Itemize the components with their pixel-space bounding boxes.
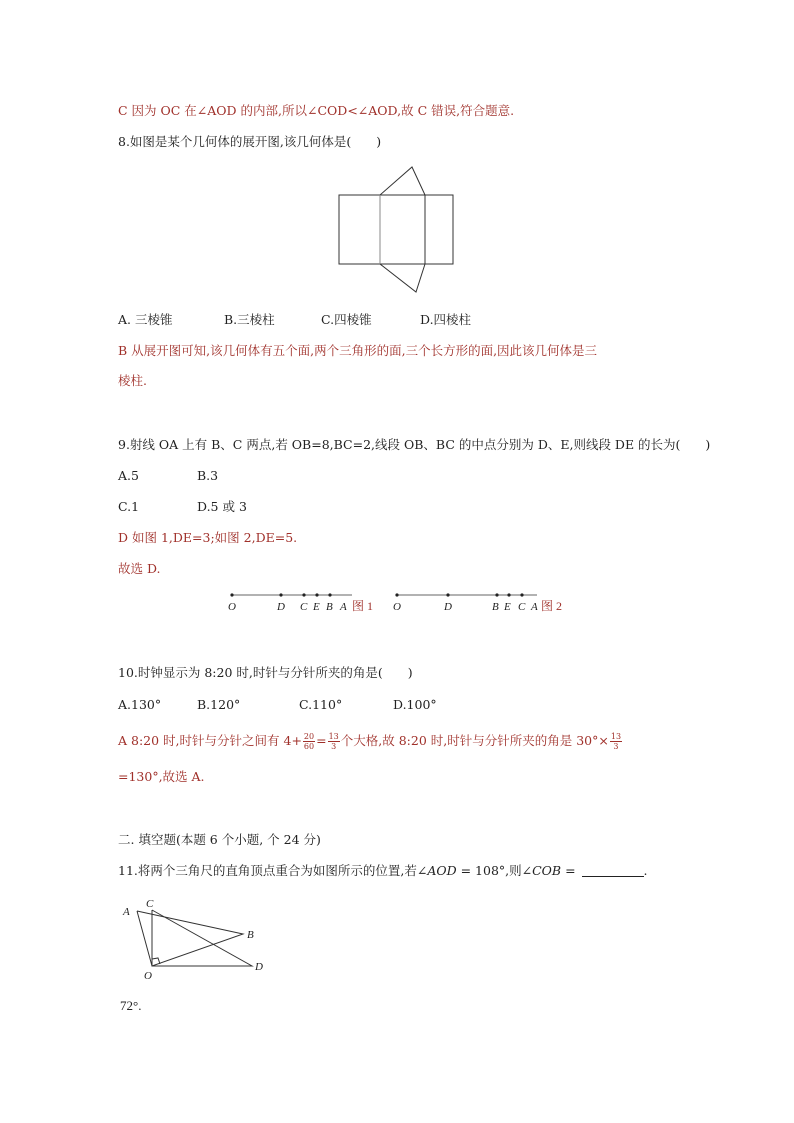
- q9-option-a: A.5: [118, 468, 139, 483]
- net-top-triangle: [380, 167, 425, 195]
- q10-option-c: C.110°: [299, 697, 343, 712]
- q10-answer-line1: A 8:20 时,时针与分针之间有 4+ $\frac{20}{60}$ = $\frac{13}{3}$ 个大格,故 8:20 时,时针与分针所夹的角是 30°× $\frac{13}{3}$: [118, 732, 622, 751]
- label-o: O: [144, 970, 152, 982]
- q8-question: 8.如图是某个几何体的展开图,该几何体是( ): [118, 134, 382, 149]
- q9-answer: D 如图 1,DE=3;如图 2,DE=5.: [118, 530, 298, 545]
- q8-answer-line2: 棱柱.: [118, 373, 147, 388]
- fraction-13-3: $\frac{13}{3}$: [328, 732, 339, 751]
- q10-question: 10.时钟显示为 8:20 时,时针与分针所夹的角是( ): [118, 665, 413, 680]
- fig2-label-c: C: [518, 601, 526, 613]
- q10-answer-line2: =130°,故选 A.: [118, 769, 205, 784]
- fig2-label-b: B: [492, 601, 499, 613]
- q8-option-d: D.四棱柱: [420, 312, 472, 327]
- q10-option-a: A.130°: [118, 697, 162, 712]
- answer-blank: [582, 864, 644, 877]
- fraction-13-3-b: $\frac{13}{3}$: [610, 732, 622, 751]
- net-bottom-triangle: [380, 264, 425, 292]
- q8-option-a: A. 三棱锥: [118, 312, 173, 327]
- label-a: A: [123, 906, 130, 918]
- fig2-caption: 图 2: [541, 599, 563, 613]
- q8-net-figure: [330, 160, 465, 298]
- q11-answer: 72°.: [120, 998, 142, 1013]
- q11-triangle-figure: [115, 893, 275, 983]
- fig1-caption: 图 1: [352, 599, 374, 613]
- angle-cob: COB: [532, 863, 562, 878]
- fig1-label-d: D: [277, 601, 285, 613]
- q10-option-d: D.100°: [393, 697, 437, 712]
- fig1-label-e: E: [313, 601, 320, 613]
- label-b: B: [247, 929, 254, 941]
- q8-option-c: C.四棱锥: [321, 312, 372, 327]
- fig1-label-a: A: [340, 601, 347, 613]
- fig2-label-d: D: [444, 601, 452, 613]
- q9-figures: [222, 588, 582, 616]
- label-d: D: [255, 961, 263, 973]
- q9-option-b: B.3: [197, 468, 219, 483]
- section-title: 二. 填空题(本题 6 个小题, 个 24 分): [118, 832, 321, 847]
- label-c: C: [146, 898, 154, 910]
- q9-option-c: C.1: [118, 499, 140, 514]
- fig2-label-a: A: [531, 601, 538, 613]
- angle-aod: AOD: [427, 863, 457, 878]
- q11-question: 11.将两个三角尺的直角顶点重合为如图所示的位置,若∠AOD = 108°,则∠COB = .: [118, 863, 648, 878]
- q9-question: 9.射线 OA 上有 B、C 两点,若 OB=8,BC=2,线段 OB、BC 的中点分别为 D、E,则线段 DE 的长为( ): [118, 437, 711, 452]
- q8-option-b: B.三棱柱: [224, 312, 275, 327]
- q10-answer-part1: A 8:20 时,时针与分针之间有 4+: [118, 733, 302, 748]
- fig2-label-o: O: [393, 601, 401, 613]
- q9-conclusion: 故选 D.: [118, 561, 161, 576]
- q7-answer: C 因为 OC 在∠AOD 的内部,所以∠COD<∠AOD,故 C 错误,符合题意.: [118, 103, 515, 118]
- q9-option-d: D.5 或 3: [197, 499, 247, 514]
- fig1-label-o: O: [228, 601, 236, 613]
- fig2-label-e: E: [504, 601, 511, 613]
- net-rectangles: [339, 195, 453, 264]
- q10-answer-part2: 个大格,故 8:20 时,时针与分针所夹的角是 30°×: [340, 733, 609, 748]
- q8-answer-line1: B 从展开图可知,该几何体有五个面,两个三角形的面,三个长方形的面,因此该几何体是三: [118, 343, 598, 358]
- q10-option-b: B.120°: [197, 697, 241, 712]
- fraction-20-60: $\frac{20}{60}$: [303, 732, 315, 751]
- fig1-label-c: C: [300, 601, 308, 613]
- fig1-label-b: B: [326, 601, 333, 613]
